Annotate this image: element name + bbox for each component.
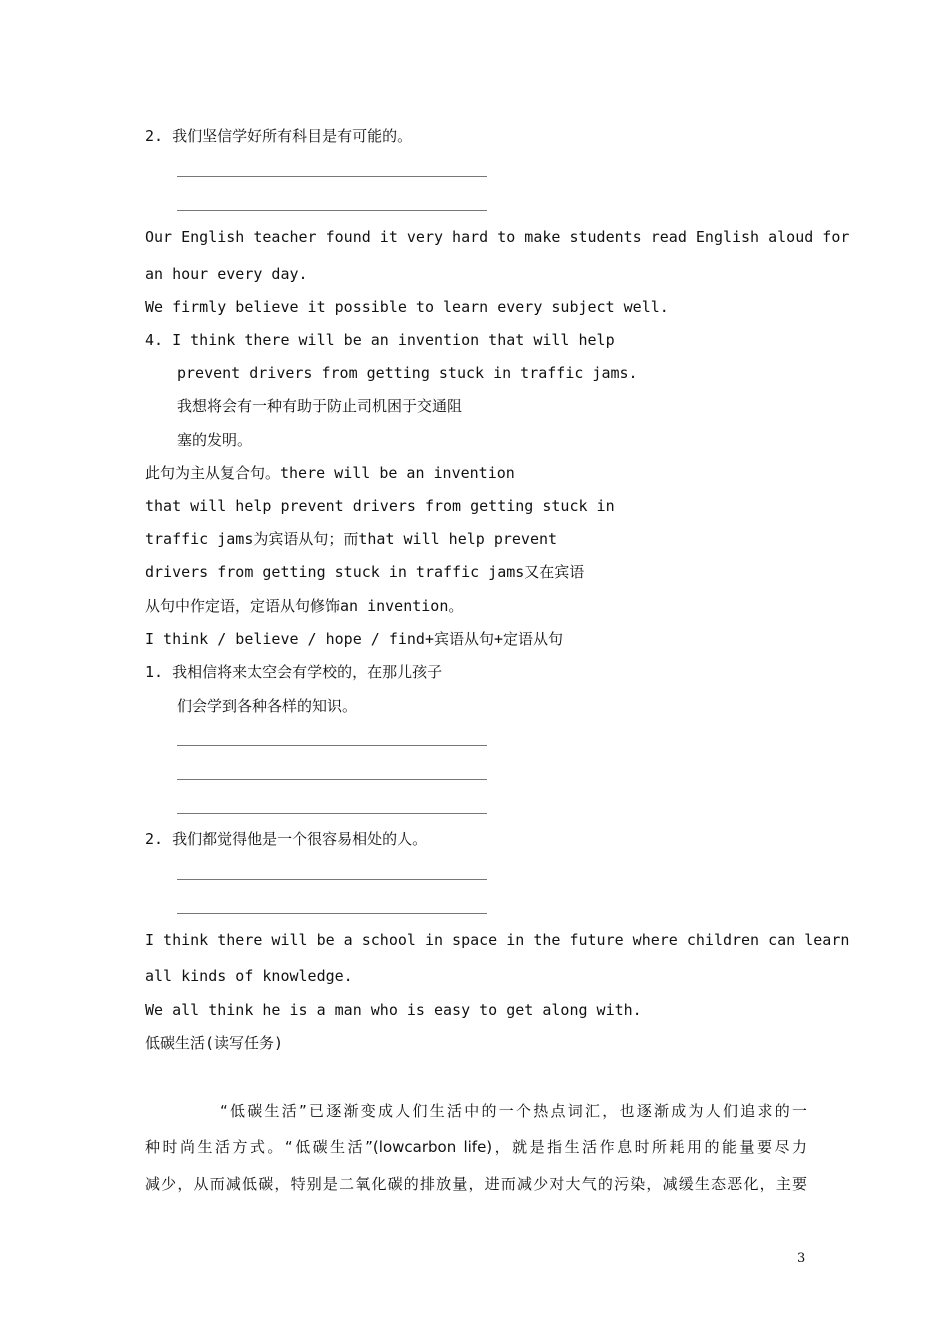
sentence-item-4-translation-line-1: 我想将会有一种有助于防止司机困于交通阻 — [177, 397, 463, 415]
answer-1-line-1: Our English teacher found it very hard to make students read English aloud for — [145, 228, 850, 246]
analysis-line: drivers from getting stuck in traffic jams又在宾语 — [145, 563, 585, 581]
analysis-line: that will help prevent drivers from getting stuck in — [145, 497, 615, 515]
answer-blank-line[interactable] — [177, 813, 487, 814]
analysis-line: traffic jams为宾语从句；而that will help prevent — [145, 530, 558, 548]
paragraph-line: 种时尚生活方式。“低碳生活”(lowcarbon life)，就是指生活作息时所耗用的能量要尽力 — [145, 1138, 807, 1156]
paragraph-line: “低碳生活”已逐渐变成人们生活中的一个热点词汇，也逐渐成为人们追求的一 — [220, 1102, 807, 1120]
answer-1-line-2: an hour every day. — [145, 265, 308, 283]
sentence-item-4-line-1: 4. I think there will be an invention that will help — [145, 331, 615, 349]
analysis-line: 此句为主从复合句。there will be an invention — [145, 464, 515, 482]
answer-blank-line[interactable] — [177, 913, 487, 914]
exercise-item-2-prompt: 2. 我们都觉得他是一个很容易相处的人。 — [145, 830, 428, 848]
sentence-item-4-translation-line-2: 塞的发明。 — [177, 431, 253, 449]
answer-2: We all think he is a man who is easy to get along with. — [145, 1001, 642, 1019]
sentence-item-4-line-2: prevent drivers from getting stuck in traffic jams. — [177, 364, 638, 382]
answer-blank-line[interactable] — [177, 779, 487, 780]
answer-blank-line[interactable] — [177, 176, 487, 177]
answer-blank-line[interactable] — [177, 210, 487, 211]
answer-blank-line[interactable] — [177, 745, 487, 746]
answer-1-line-2: all kinds of knowledge. — [145, 967, 353, 985]
section-heading: 低碳生活(读写任务) — [145, 1034, 284, 1052]
answer-blank-line[interactable] — [177, 879, 487, 880]
paragraph-line: 减少，从而减低碳，特别是二氧化碳的排放量，进而减少对大气的污染，减缓生态恶化，主要 — [145, 1175, 807, 1193]
answer-2: We firmly believe it possible to learn every subject well. — [145, 298, 669, 316]
page-number: 3 — [797, 1251, 806, 1266]
sentence-pattern: I think / believe / hope / find+宾语从句+定语从句 — [145, 630, 564, 648]
answer-1-line-1: I think there will be a school in space in the future where children can learn — [145, 931, 850, 949]
analysis-line: 从句中作定语，定语从句修饰an invention。 — [145, 597, 464, 615]
exercise-item-2-prompt: 2. 我们坚信学好所有科目是有可能的。 — [145, 127, 413, 145]
exercise-item-1-prompt-line-1: 1. 我相信将来太空会有学校的，在那儿孩子 — [145, 663, 443, 681]
exercise-item-1-prompt-line-2: 们会学到各种各样的知识。 — [177, 697, 358, 715]
